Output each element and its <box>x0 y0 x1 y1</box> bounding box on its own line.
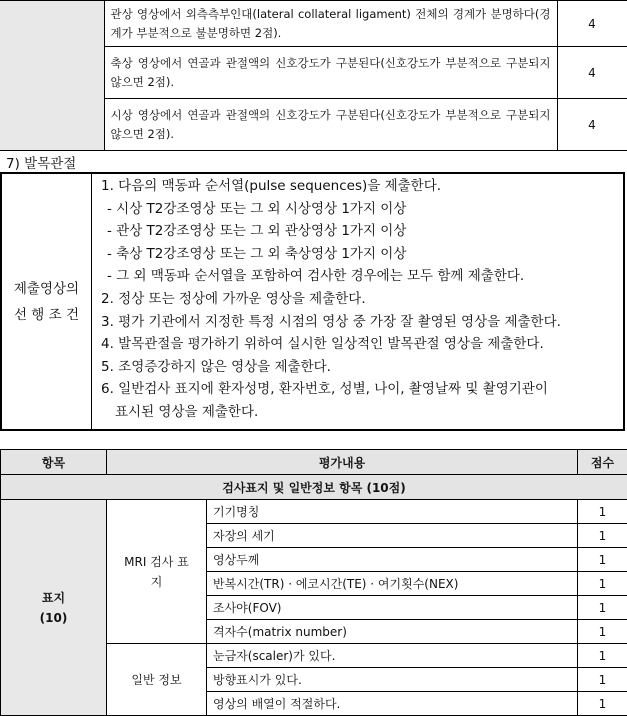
eval-item: 영상두께 <box>207 548 578 572</box>
eval-item: 자장의 세기 <box>207 524 578 548</box>
eval-score: 1 <box>578 668 627 692</box>
section-heading: 7) 발목관절 <box>6 152 76 172</box>
condition-subitem: - 축상 T2강조영상 또는 그 외 축상영상 1가지 이상 <box>101 243 615 266</box>
subcategory-cell: 일반 정보 <box>107 644 207 716</box>
conditions-label-line: 제출영상의 <box>14 276 79 302</box>
criteria-score: 4 <box>557 1 627 47</box>
eval-score: 1 <box>578 548 627 572</box>
condition-subitem: - 시상 T2강조영상 또는 그 외 시상영상 1가지 이상 <box>101 198 615 221</box>
evaluation-table <box>0 449 627 716</box>
eval-item: 눈금자(scaler)가 있다. <box>207 644 578 668</box>
conditions-label <box>2 174 92 429</box>
eval-item: 방향표시가 있다. <box>207 668 578 692</box>
eval-item: 조사야(FOV) <box>207 596 578 620</box>
condition-item: 3. 평가 기관에서 지정한 특정 시점의 영상 중 가장 잘 촬영된 영상을 제출한다. <box>101 311 615 334</box>
eval-score: 1 <box>578 620 627 644</box>
criteria-text: 관상 영상에서 외측측부인대(lateral collateral ligament) 전체의 경계가 분명하다(경계가 부분적으로 불분명하면 2점). <box>104 1 557 47</box>
condition-subitem: - 그 외 맥동파 순서열을 포함하여 검사한 경우에는 모두 함께 제출한다. <box>101 265 615 288</box>
table-row <box>0 1 627 47</box>
condition-item: 2. 정상 또는 정상에 가까운 영상을 제출한다. <box>101 288 615 311</box>
header-content: 평가내용 <box>107 450 578 475</box>
eval-score: 1 <box>578 692 627 716</box>
eval-score: 1 <box>578 596 627 620</box>
condition-item: 4. 발목관절을 평가하기 위하여 실시한 일상적인 발목관절 영상을 제출한다. <box>101 333 615 356</box>
criteria-score: 4 <box>557 99 627 151</box>
criteria-text: 시상 영상에서 연골과 관절액의 신호강도가 구분된다(신호강도가 부분적으로 구분되지 않으면 2점). <box>104 99 557 151</box>
condition-item: 1. 다음의 맥동파 순서열(pulse sequences)을 제출한다. <box>101 175 615 198</box>
submission-conditions-box <box>0 172 625 431</box>
conditions-list <box>93 174 623 424</box>
table-row <box>1 500 627 524</box>
header-row <box>1 450 627 475</box>
subcategory-label: 지 <box>107 572 206 592</box>
category-points: (10) <box>1 608 106 628</box>
subcategory-cell <box>107 500 207 644</box>
condition-subitem: - 관상 T2강조영상 또는 그 외 관상영상 1가지 이상 <box>101 220 615 243</box>
criteria-text: 축상 영상에서 연골과 관절액의 신호강도가 구분된다(신호강도가 부분적으로 구분되지 않으면 2점). <box>104 47 557 99</box>
criteria-score: 4 <box>557 47 627 99</box>
criteria-table <box>0 0 627 151</box>
category-cell <box>1 500 107 716</box>
eval-item: 격자수(matrix number) <box>207 620 578 644</box>
condition-item-continuation: 표시된 영상을 제출한다. <box>101 401 615 424</box>
section-title: 검사표지 및 일반정보 항목 (10점) <box>1 475 627 500</box>
eval-score: 1 <box>578 500 627 524</box>
condition-item: 5. 조영증강하지 않은 영상을 제출한다. <box>101 356 615 379</box>
subcategory-label: MRI 검사 표 <box>107 552 206 572</box>
header-score: 점수 <box>578 450 627 475</box>
eval-score: 1 <box>578 644 627 668</box>
section-row <box>1 475 627 500</box>
category-cell <box>0 1 104 151</box>
eval-item: 반복시간(TR) · 에코시간(TE) · 여기횟수(NEX) <box>207 572 578 596</box>
eval-score: 1 <box>578 572 627 596</box>
eval-item: 기기명칭 <box>207 500 578 524</box>
eval-score: 1 <box>578 524 627 548</box>
conditions-label-line: 선 행 조 건 <box>14 302 79 328</box>
category-name: 표지 <box>1 588 106 608</box>
eval-item: 영상의 배열이 적절하다. <box>207 692 578 716</box>
condition-item: 6. 일반검사 표지에 환자성명, 환자번호, 성별, 나이, 촬영날짜 및 촬영기관이 <box>101 378 615 401</box>
header-item: 항목 <box>1 450 107 475</box>
